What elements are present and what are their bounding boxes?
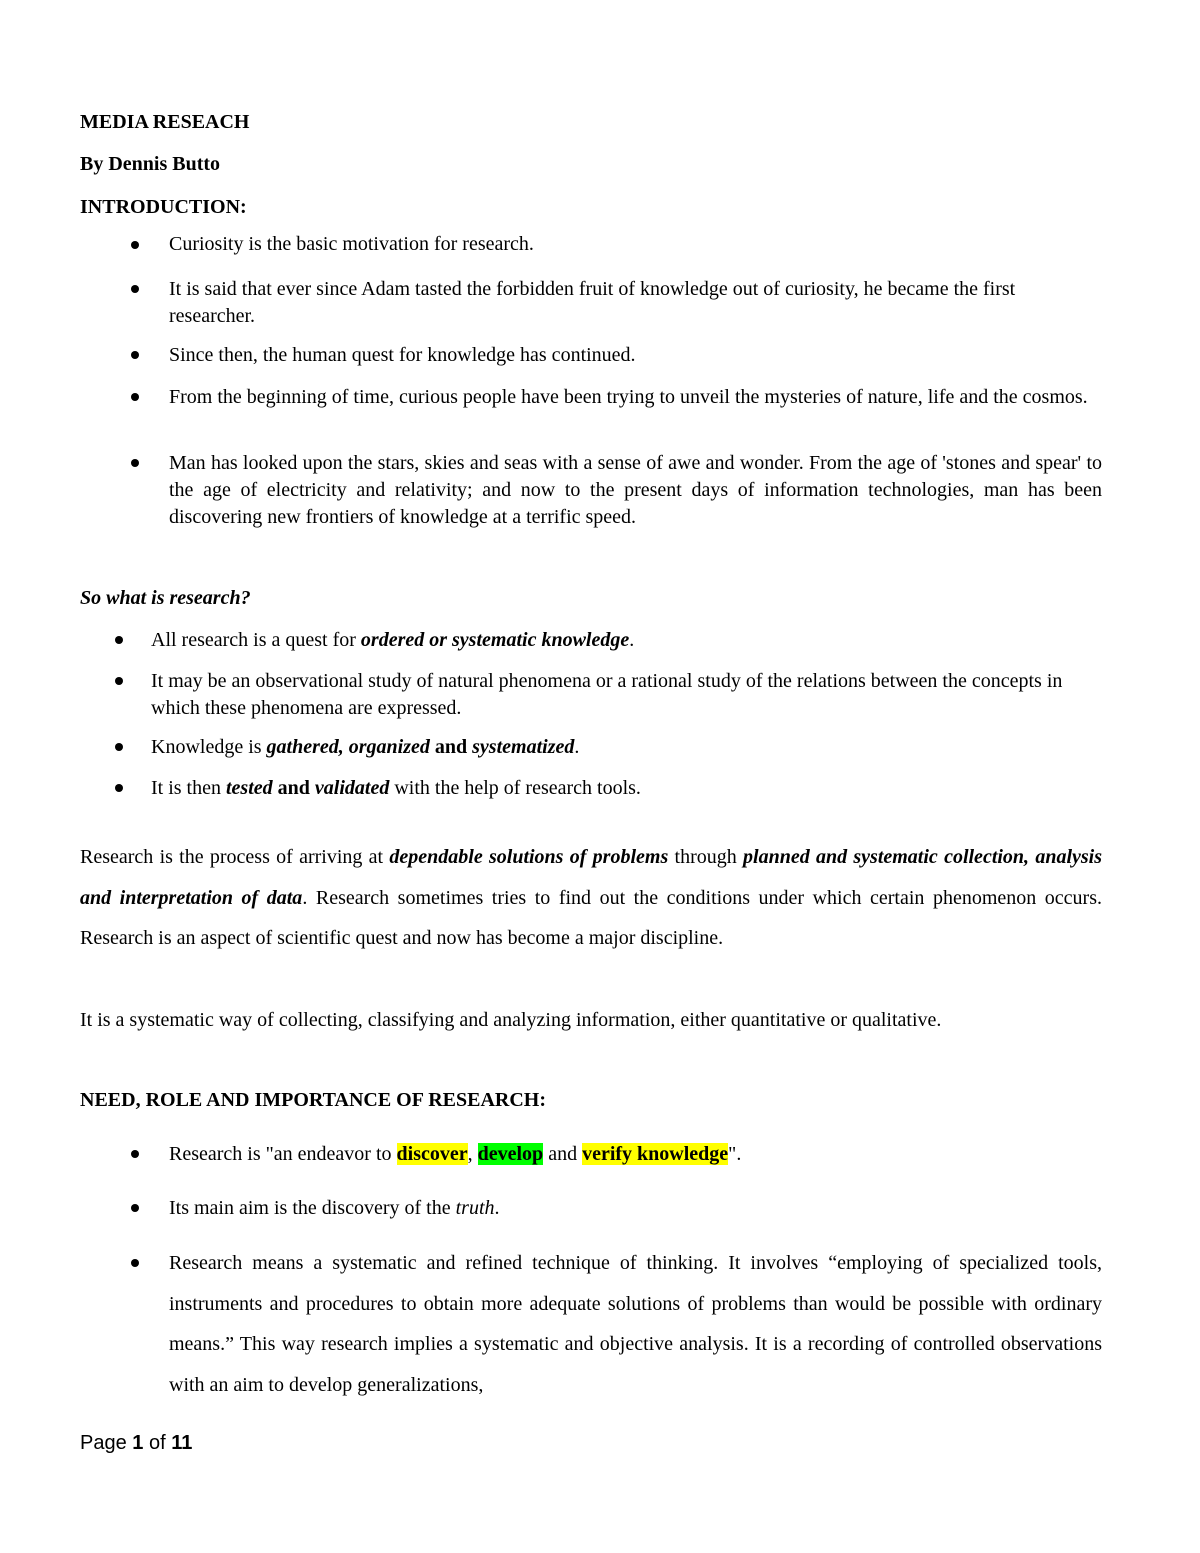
bullet-icon [115, 743, 123, 751]
bullet-icon [131, 1204, 139, 1212]
what-item-2: It may be an observational study of natural phenomena or a rational study of the relations between the concepts in which these phenomena are expressed. [151, 670, 1063, 719]
highlight-discover: discover [396, 1143, 468, 1165]
intro-item-4: From the beginning of time, curious people have been trying to unveil the mysteries of nature, life and the cosmos. [169, 386, 1088, 408]
definition-paragraph: Research is the process of arriving at dependable solutions of problems through planned and systematic collection, analysis and interpretation of data. Research sometimes tries to find out the conditions under which certain phenomenon occurs. Research is an aspect of scientific quest and now has become a major discipline. [80, 846, 1103, 949]
intro-heading: INTRODUCTION: [80, 196, 247, 218]
bullet-icon [131, 393, 139, 401]
need-item-2: Its main aim is the discovery of the truth. [169, 1197, 500, 1219]
highlight-develop: develop [477, 1143, 544, 1165]
intro-item-1: Curiosity is the basic motivation for research. [169, 233, 534, 255]
bullet-icon [131, 285, 139, 293]
what-item-4: It is then tested and validated with the help of research tools. [151, 777, 641, 799]
bullet-icon [115, 784, 123, 792]
intro-item-3: Since then, the human quest for knowledge has continued. [169, 344, 636, 366]
what-item-1: All research is a quest for ordered or systematic knowledge. [151, 629, 635, 651]
intro-item-5: Man has looked upon the stars, skies and seas with a sense of awe and wonder. From the age of 'stones and spear' to the age of electricity and relativity; and now to the present days of information technologies, man has been discovering new frontiers of knowledge at a terrific speed. [169, 452, 1102, 528]
bullet-icon [131, 1150, 139, 1158]
what-heading: So what is research? [80, 587, 251, 609]
need-item-3: Research means a systematic and refined technique of thinking. It involves “employing of specialized tools, instruments and procedures to obtain more adequate solutions of problems than would be possible with ordinary means.” This way research implies a systematic and objective analysis. It is a recording of controlled observations with an aim to develop generalizations, [169, 1252, 1102, 1396]
bullet-icon [131, 1259, 139, 1267]
bullet-icon [115, 636, 123, 644]
intro-item-2: It is said that ever since Adam tasted the forbidden fruit of knowledge out of curiosity, he became the first researcher. [169, 278, 1016, 327]
definition-summary: It is a systematic way of collecting, classifying and analyzing information, either quantitative or qualitative. [80, 1009, 942, 1031]
bullet-icon [131, 241, 139, 249]
author-line: By Dennis Butto [80, 153, 221, 175]
bullet-icon [115, 677, 123, 685]
page-number: Page 1 of 11 [80, 1432, 193, 1454]
need-heading: NEED, ROLE AND IMPORTANCE OF RESEARCH: [80, 1089, 546, 1111]
what-item-3: Knowledge is gathered, organized and systematized. [151, 736, 580, 758]
highlight-verify-knowledge: verify knowledge [582, 1143, 729, 1165]
bullet-icon [131, 351, 139, 359]
document-title: MEDIA RESEACH [80, 111, 250, 133]
need-item-1: Research is "an endeavor to discover, develop and verify knowledge". [169, 1143, 742, 1165]
bullet-icon [131, 459, 139, 467]
